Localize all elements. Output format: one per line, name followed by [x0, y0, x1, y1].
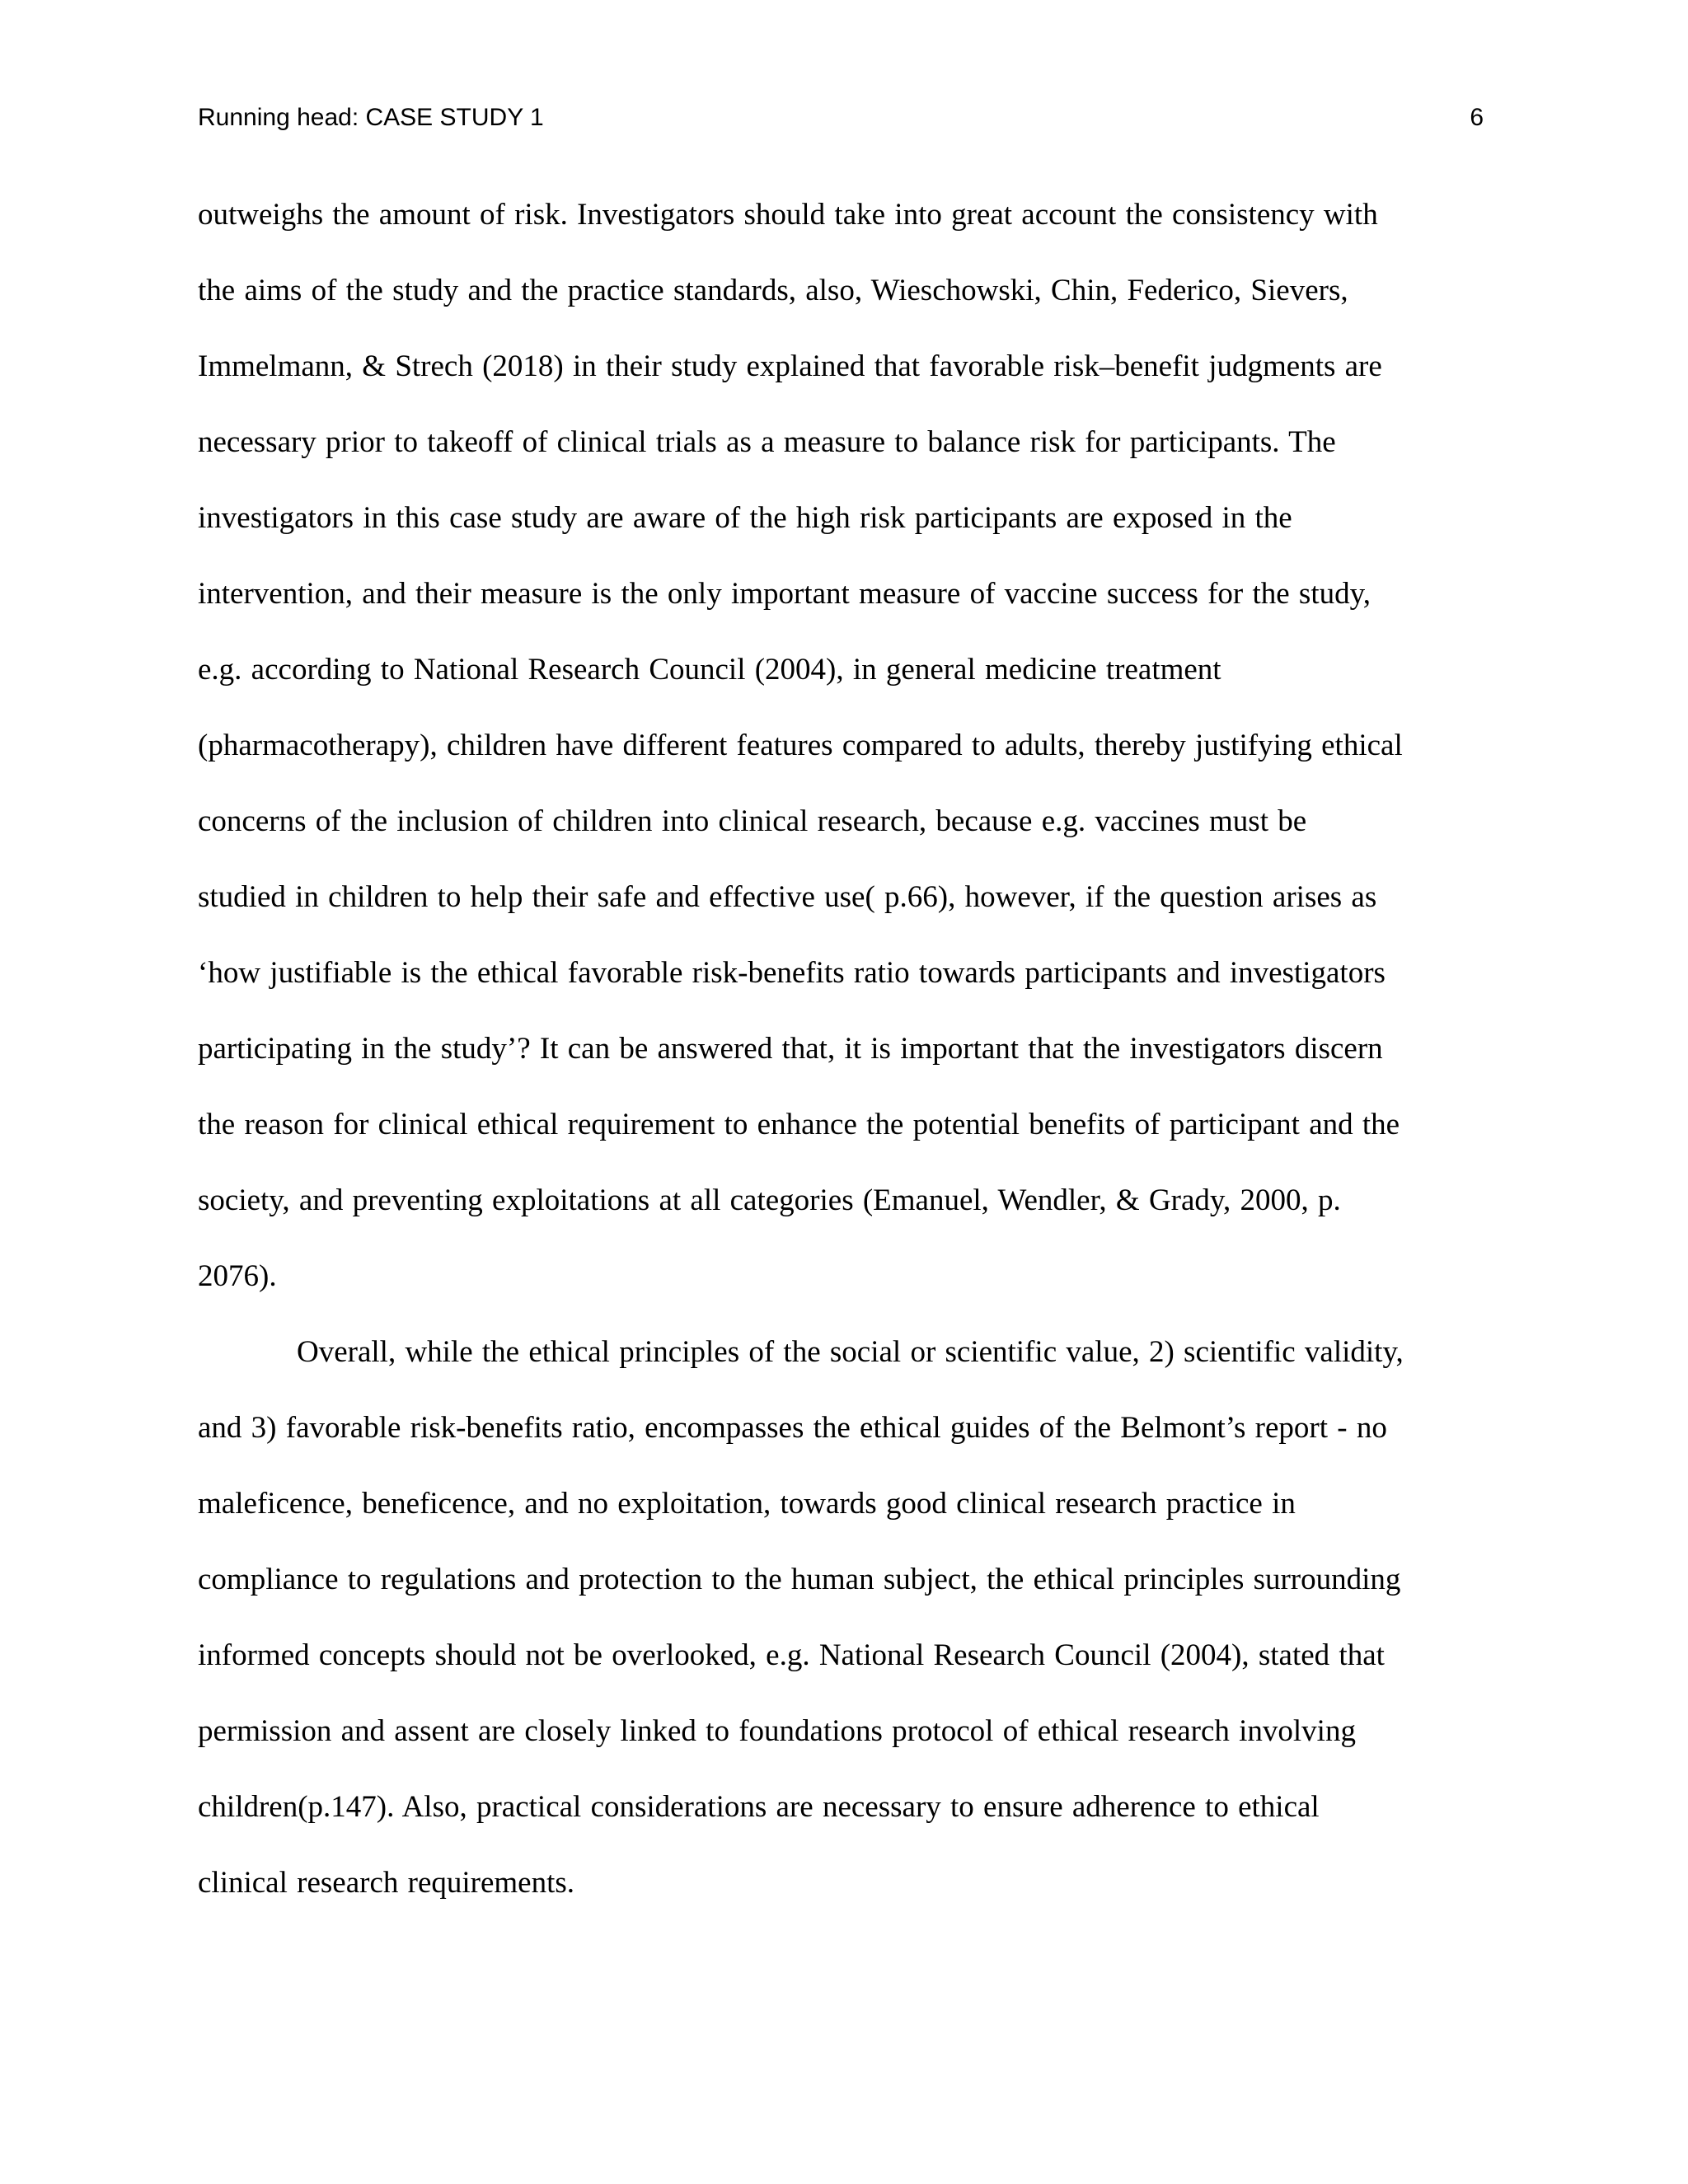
text-line: concerns of the inclusion of children into clinical research, because e.g. vaccines must be — [198, 804, 1307, 838]
text-line: society, and preventing exploitations at all categories (Emanuel, Wendler, & Grady, 2000, p. — [198, 1183, 1341, 1217]
text-line: 2076). — [198, 1259, 277, 1293]
text-line: necessary prior to takeoff of clinical trials as a measure to balance risk for participants. The — [198, 425, 1336, 459]
text-line: outweighs the amount of risk. Investigators should take into great account the consistency with — [198, 198, 1378, 232]
text-line: informed concepts should not be overlooked, e.g. National Research Council (2004), stated that — [198, 1638, 1385, 1672]
text-line: and 3) favorable risk-benefits ratio, encompasses the ethical guides of the Belmont’s report - no — [198, 1411, 1387, 1445]
running-head: Running head: CASE STUDY 1 — [198, 104, 544, 131]
text-line: e.g. according to National Research Council (2004), in general medicine treatment — [198, 653, 1221, 687]
text-line: permission and assent are closely linked to foundations protocol of ethical research involving — [198, 1714, 1356, 1748]
text-line: children(p.147). Also, practical considerations are necessary to ensure adherence to ethical — [198, 1790, 1320, 1824]
text-line: the reason for clinical ethical requirement to enhance the potential benefits of participant and the — [198, 1108, 1400, 1141]
text-line: compliance to regulations and protection to the human subject, the ethical principles surrounding — [198, 1563, 1401, 1596]
text-line: participating in the study’? It can be answered that, it is important that the investigators discern — [198, 1032, 1383, 1066]
text-line: intervention, and their measure is the only important measure of vaccine success for the study, — [198, 577, 1371, 611]
text-line: the aims of the study and the practice standards, also, Wieschowski, Chin, Federico, Sievers, — [198, 274, 1348, 307]
text-line: maleficence, beneficence, and no exploitation, towards good clinical research practice in — [198, 1487, 1296, 1521]
paragraph-first-line: Overall, while the ethical principles of the social or scientific value, 2) scientific validity, — [297, 1335, 1404, 1369]
text-line: Immelmann, & Strech (2018) in their study explained that favorable risk–benefit judgments are — [198, 349, 1382, 383]
body-text — [198, 192, 1484, 1936]
text-line: clinical research requirements. — [198, 1866, 575, 1900]
page-header — [198, 97, 1484, 138]
page-number: 6 — [1470, 104, 1484, 131]
text-line: (pharmacotherapy), children have different features compared to adults, thereby justifying ethical — [198, 729, 1403, 762]
text-line: ‘how justifiable is the ethical favorable risk-benefits ratio towards participants and investigators — [198, 956, 1386, 990]
text-line: studied in children to help their safe and effective use( p.66), however, if the question arises as — [198, 880, 1377, 914]
text-line: investigators in this case study are aware of the high risk participants are exposed in the — [198, 501, 1292, 535]
